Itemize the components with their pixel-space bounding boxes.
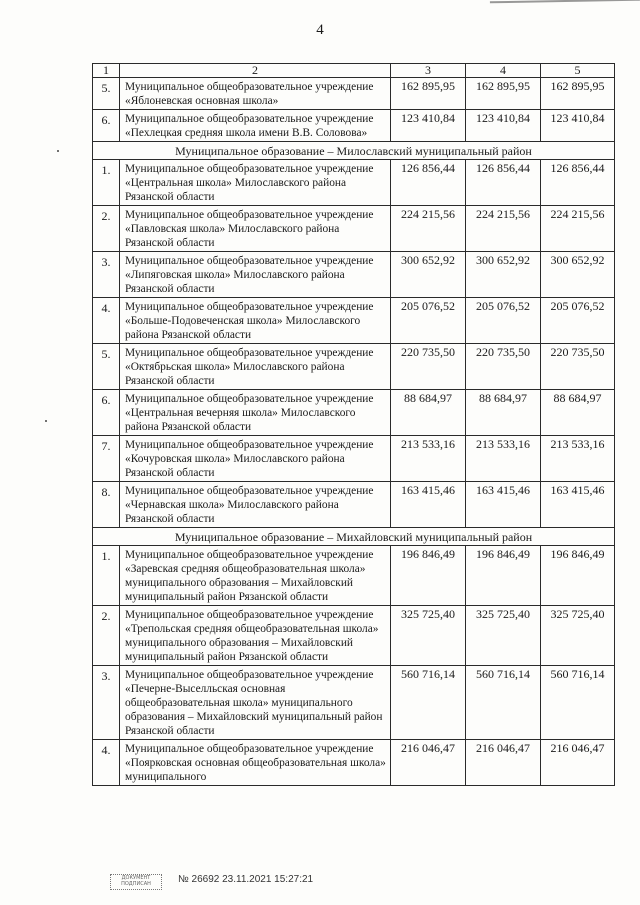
amount-col-5: 126 856,44 bbox=[541, 160, 615, 206]
amount-col-3: 224 215,56 bbox=[391, 206, 466, 252]
scan-speck bbox=[57, 150, 59, 152]
amount-col-3: 126 856,44 bbox=[391, 160, 466, 206]
table-row bbox=[93, 252, 615, 298]
amount-col-4: 88 684,97 bbox=[466, 390, 541, 436]
amount-col-5: 162 895,95 bbox=[541, 78, 615, 110]
institution-name: Муниципальное общеобразовательное учреждение «Центральная школа» Милославского района Рязанской области bbox=[120, 160, 391, 206]
institution-name: Муниципальное общеобразовательное учреждение «Поярковская основная общеобразовательная школа» муниципального bbox=[120, 740, 391, 786]
institution-name: Муниципальное общеобразовательное учреждение «Трепольская средняя общеобразовательная школа» муниципального образования – Михайловский муниципальный район Рязанской области bbox=[120, 606, 391, 666]
table-row bbox=[93, 546, 615, 606]
table-row bbox=[93, 344, 615, 390]
section-title: Муниципальное образование – Милославский муниципальный район bbox=[93, 142, 615, 160]
amount-col-3: 213 533,16 bbox=[391, 436, 466, 482]
amount-col-5: 163 415,46 bbox=[541, 482, 615, 528]
institution-name: Муниципальное общеобразовательное учреждение «Больше-Подовеченская школа» Милославского района Рязанской области bbox=[120, 298, 391, 344]
row-number: 1. bbox=[93, 546, 120, 606]
amount-col-5: 88 684,97 bbox=[541, 390, 615, 436]
amount-col-3: 216 046,47 bbox=[391, 740, 466, 786]
section-row bbox=[93, 142, 615, 160]
amount-col-5: 224 215,56 bbox=[541, 206, 615, 252]
row-number: 7. bbox=[93, 436, 120, 482]
scan-speck bbox=[45, 420, 47, 422]
signature-stamp: ДОКУМЕНТ ПОДПИСАН bbox=[110, 874, 162, 890]
section-title: Муниципальное образование – Михайловский муниципальный район bbox=[93, 528, 615, 546]
amount-col-3: 560 716,14 bbox=[391, 666, 466, 740]
amount-col-3: 325 725,40 bbox=[391, 606, 466, 666]
table-row bbox=[93, 740, 615, 786]
row-number: 5. bbox=[93, 78, 120, 110]
table-row bbox=[93, 110, 615, 142]
row-number: 6. bbox=[93, 110, 120, 142]
row-number: 2. bbox=[93, 606, 120, 666]
row-number: 8. bbox=[93, 482, 120, 528]
scan-edge-mark bbox=[490, 0, 640, 13]
institution-name: Муниципальное общеобразовательное учреждение «Яблоневская основная школа» bbox=[120, 78, 391, 110]
institution-name: Муниципальное общеобразовательное учреждение «Центральная вечерняя школа» Милославского района Рязанской области bbox=[120, 390, 391, 436]
amount-col-5: 205 076,52 bbox=[541, 298, 615, 344]
row-number: 4. bbox=[93, 298, 120, 344]
table-row bbox=[93, 160, 615, 206]
institution-name: Муниципальное общеобразовательное учреждение «Липяговская школа» Милославского района Рязанской области bbox=[120, 252, 391, 298]
amount-col-4: 163 415,46 bbox=[466, 482, 541, 528]
institution-name: Муниципальное общеобразовательное учреждение «Чернавская школа» Милославского района Рязанской области bbox=[120, 482, 391, 528]
amount-col-4: 213 533,16 bbox=[466, 436, 541, 482]
row-number: 5. bbox=[93, 344, 120, 390]
header-col-3: 3 bbox=[391, 64, 466, 78]
amount-col-5: 123 410,84 bbox=[541, 110, 615, 142]
table-row bbox=[93, 390, 615, 436]
header-col-4: 4 bbox=[466, 64, 541, 78]
table-row bbox=[93, 482, 615, 528]
header-col-2: 2 bbox=[120, 64, 391, 78]
header-col-5: 5 bbox=[541, 64, 615, 78]
amount-col-3: 220 735,50 bbox=[391, 344, 466, 390]
amount-col-4: 216 046,47 bbox=[466, 740, 541, 786]
amount-col-3: 300 652,92 bbox=[391, 252, 466, 298]
table-row bbox=[93, 436, 615, 482]
amount-col-4: 560 716,14 bbox=[466, 666, 541, 740]
amount-col-4: 205 076,52 bbox=[466, 298, 541, 344]
row-number: 1. bbox=[93, 160, 120, 206]
budget-table bbox=[92, 63, 615, 786]
amount-col-3: 163 415,46 bbox=[391, 482, 466, 528]
amount-col-4: 325 725,40 bbox=[466, 606, 541, 666]
table-body bbox=[93, 78, 615, 786]
section-row bbox=[93, 528, 615, 546]
amount-col-3: 123 410,84 bbox=[391, 110, 466, 142]
amount-col-4: 220 735,50 bbox=[466, 344, 541, 390]
amount-col-4: 162 895,95 bbox=[466, 78, 541, 110]
row-number: 6. bbox=[93, 390, 120, 436]
amount-col-3: 196 846,49 bbox=[391, 546, 466, 606]
document-id: № 26692 23.11.2021 15:27:21 bbox=[178, 874, 314, 885]
table-row bbox=[93, 206, 615, 252]
table-row bbox=[93, 78, 615, 110]
amount-col-5: 325 725,40 bbox=[541, 606, 615, 666]
amount-col-5: 560 716,14 bbox=[541, 666, 615, 740]
amount-col-3: 162 895,95 bbox=[391, 78, 466, 110]
amount-col-5: 220 735,50 bbox=[541, 344, 615, 390]
row-number: 2. bbox=[93, 206, 120, 252]
row-number: 3. bbox=[93, 666, 120, 740]
amount-col-5: 196 846,49 bbox=[541, 546, 615, 606]
institution-name: Муниципальное общеобразовательное учреждение «Заревская средняя общеобразовательная школа» муниципального образования – Михайловский муниципальный район Рязанской области bbox=[120, 546, 391, 606]
institution-name: Муниципальное общеобразовательное учреждение «Октябрьская школа» Милославского района Рязанской области bbox=[120, 344, 391, 390]
page-number: 4 bbox=[316, 22, 324, 38]
institution-name: Муниципальное общеобразовательное учреждение «Павловская школа» Милославского района Рязанской области bbox=[120, 206, 391, 252]
amount-col-3: 88 684,97 bbox=[391, 390, 466, 436]
table-row bbox=[93, 606, 615, 666]
table-row bbox=[93, 666, 615, 740]
header-col-1: 1 bbox=[93, 64, 120, 78]
institution-name: Муниципальное общеобразовательное учреждение «Кочуровская школа» Милославского района Рязанской области bbox=[120, 436, 391, 482]
institution-name: Муниципальное общеобразовательное учреждение «Пехлецкая средняя школа имени В.В. Соловова» bbox=[120, 110, 391, 142]
amount-col-4: 300 652,92 bbox=[466, 252, 541, 298]
table-header-row bbox=[93, 64, 615, 78]
institution-name: Муниципальное общеобразовательное учреждение «Печерне-Выселльская основная общеобразовательная школа» муниципального образования – Михайловский муниципальный район Рязанской области bbox=[120, 666, 391, 740]
amount-col-4: 123 410,84 bbox=[466, 110, 541, 142]
amount-col-4: 126 856,44 bbox=[466, 160, 541, 206]
amount-col-5: 213 533,16 bbox=[541, 436, 615, 482]
amount-col-4: 224 215,56 bbox=[466, 206, 541, 252]
amount-col-4: 196 846,49 bbox=[466, 546, 541, 606]
amount-col-3: 205 076,52 bbox=[391, 298, 466, 344]
table-row bbox=[93, 298, 615, 344]
amount-col-5: 300 652,92 bbox=[541, 252, 615, 298]
row-number: 3. bbox=[93, 252, 120, 298]
amount-col-5: 216 046,47 bbox=[541, 740, 615, 786]
row-number: 4. bbox=[93, 740, 120, 786]
